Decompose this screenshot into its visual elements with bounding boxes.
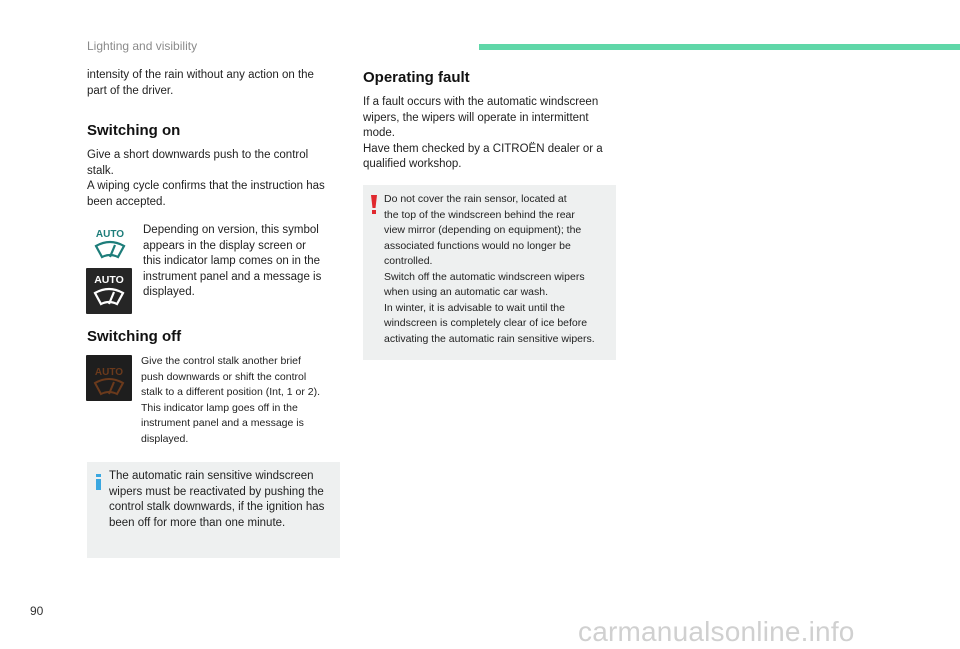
wiper-auto-icon — [86, 268, 132, 314]
auto-off-label: AUTO — [94, 367, 124, 378]
switch-off-description: Give the control stalk another brief push downwards or shift the control stalk to a different position (Int, 1 or 2). This indicator lamp goes off in the instrument panel and a message is displayed. — [141, 355, 320, 445]
section-title: Lighting and visibility — [87, 39, 198, 53]
info-note-text: The automatic rain sensitive windscreen wipers must be reactivated by pushing the control stalk downwards, if the ignition has been off for more than one minute. — [109, 470, 325, 529]
auto-icon-label: AUTO — [95, 229, 125, 240]
page-number: 90 — [30, 604, 44, 618]
auto-lamp-label: AUTO — [94, 274, 124, 286]
auto-wiper-indicator-lamp — [86, 268, 132, 314]
auto-wiper-off-lamp — [86, 355, 132, 401]
auto-wiper-icon-display — [88, 226, 132, 264]
warning-note-text: Do not cover the rain sensor, located at the top of the windscreen behind the rear view mirror (depending on equipment); the associated functions would no longer be controlled. Switch off the automatic windscreen wipers when using an automatic car wash. In winter, it is advisable to wait until the windscreen is completely clear of ice before activating the automatic rain sensitive wipers. — [384, 193, 595, 345]
wiper-auto-icon — [88, 226, 132, 264]
operating-fault-heading: Operating fault — [363, 69, 470, 86]
operating-fault-text: If a fault occurs with the automatic windscreen wipers, the wipers will operate in intermittent mode. Have them checked by a CITROËN dealer or a qualified workshop. — [363, 96, 603, 170]
switching-off-heading: Switching off — [87, 328, 182, 345]
info-icon — [96, 474, 101, 490]
switching-on-text: Give a short downwards push to the control stalk. A wiping cycle confirms that the instruction has been accepted. — [87, 149, 325, 208]
info-note-box — [87, 462, 340, 558]
wiper-auto-off-icon — [86, 355, 132, 401]
warning-note-box — [363, 185, 616, 360]
switching-on-heading: Switching on — [87, 122, 181, 139]
auto-icon-description: Depending on version, this symbol appears in the display screen or this indicator lamp comes on in the instrument panel and a message is displayed. — [143, 224, 322, 298]
warning-icon — [371, 195, 377, 215]
header-accent-bar — [479, 44, 960, 50]
watermark: carmanualsonline.info — [578, 616, 855, 647]
intro-text: intensity of the rain without any action on the part of the driver. — [87, 69, 314, 97]
